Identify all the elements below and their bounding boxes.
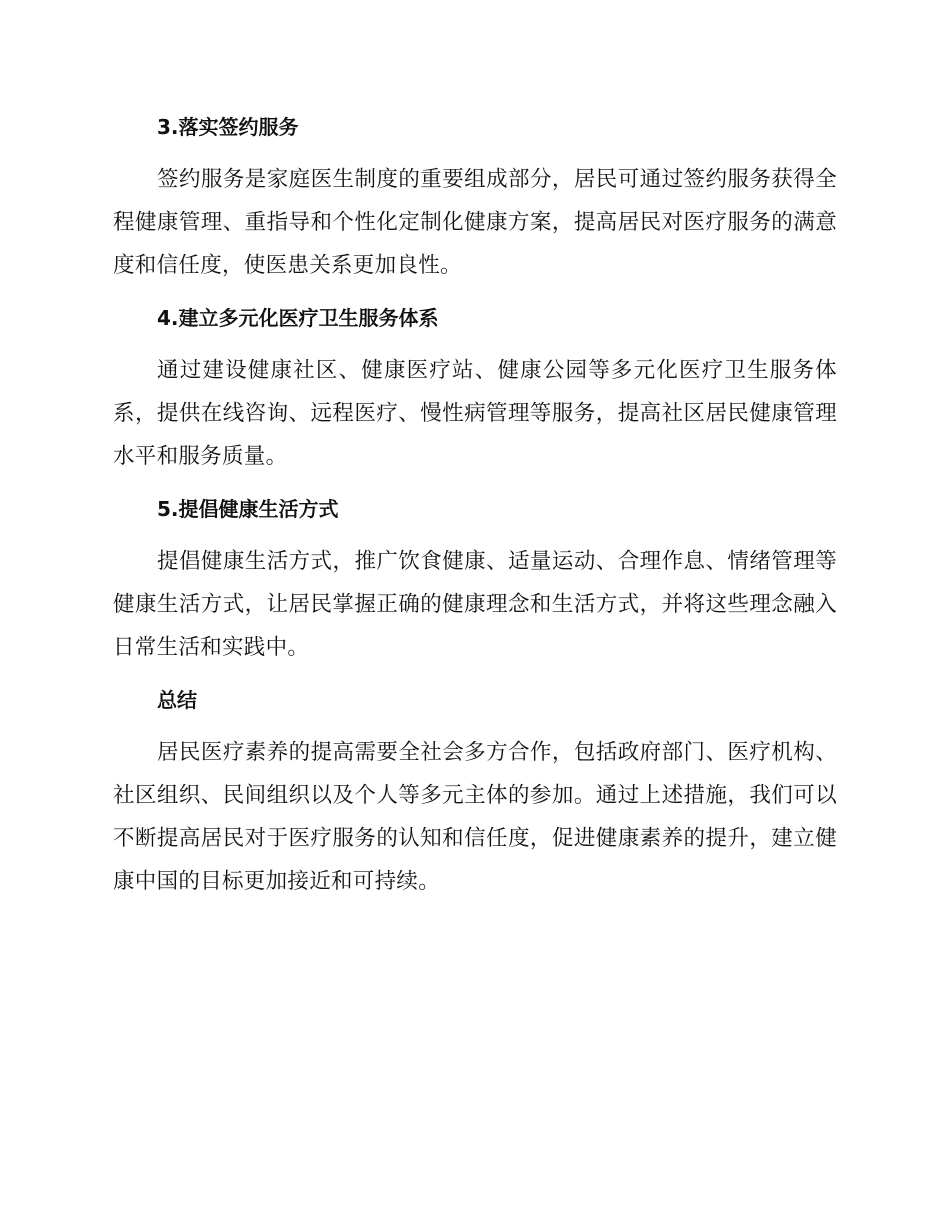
section-diversified-service-system xyxy=(113,299,837,478)
section-paragraph: 通过建设健康社区、健康医疗站、健康公园等多元化医疗卫生服务体系，提供在线咨询、远程医疗、慢性病管理等服务，提高社区居民健康管理水平和服务质量。 xyxy=(113,358,837,469)
section-healthy-lifestyle xyxy=(113,490,837,669)
section-heading: 3.落实签约服务 xyxy=(157,115,299,139)
section-summary xyxy=(113,681,837,903)
document-page xyxy=(113,108,837,915)
section-paragraph: 居民医疗素养的提高需要全社会多方合作，包括政府部门、医疗机构、社区组织、民间组织以及个人等多元主体的参加。通过上述措施，我们可以不断提高居民对于医疗服务的认知和信任度，促进健康素养的提升，建立健康中国的目标更加接近和可持续。 xyxy=(113,740,837,894)
section-paragraph: 提倡健康生活方式，推广饮食健康、适量运动、合理作息、情绪管理等健康生活方式，让居民掌握正确的健康理念和生活方式，并将这些理念融入日常生活和实践中。 xyxy=(113,549,837,660)
section-paragraph: 签约服务是家庭医生制度的重要组成部分，居民可通过签约服务获得全程健康管理、重指导和个性化定制化健康方案，提高居民对医疗服务的满意度和信任度，使医患关系更加良性。 xyxy=(113,167,837,278)
section-heading: 4.建立多元化医疗卫生服务体系 xyxy=(157,306,439,330)
section-heading: 5.提倡健康生活方式 xyxy=(157,497,339,521)
section-sign-up-service xyxy=(113,108,837,287)
section-heading: 总结 xyxy=(157,688,197,712)
